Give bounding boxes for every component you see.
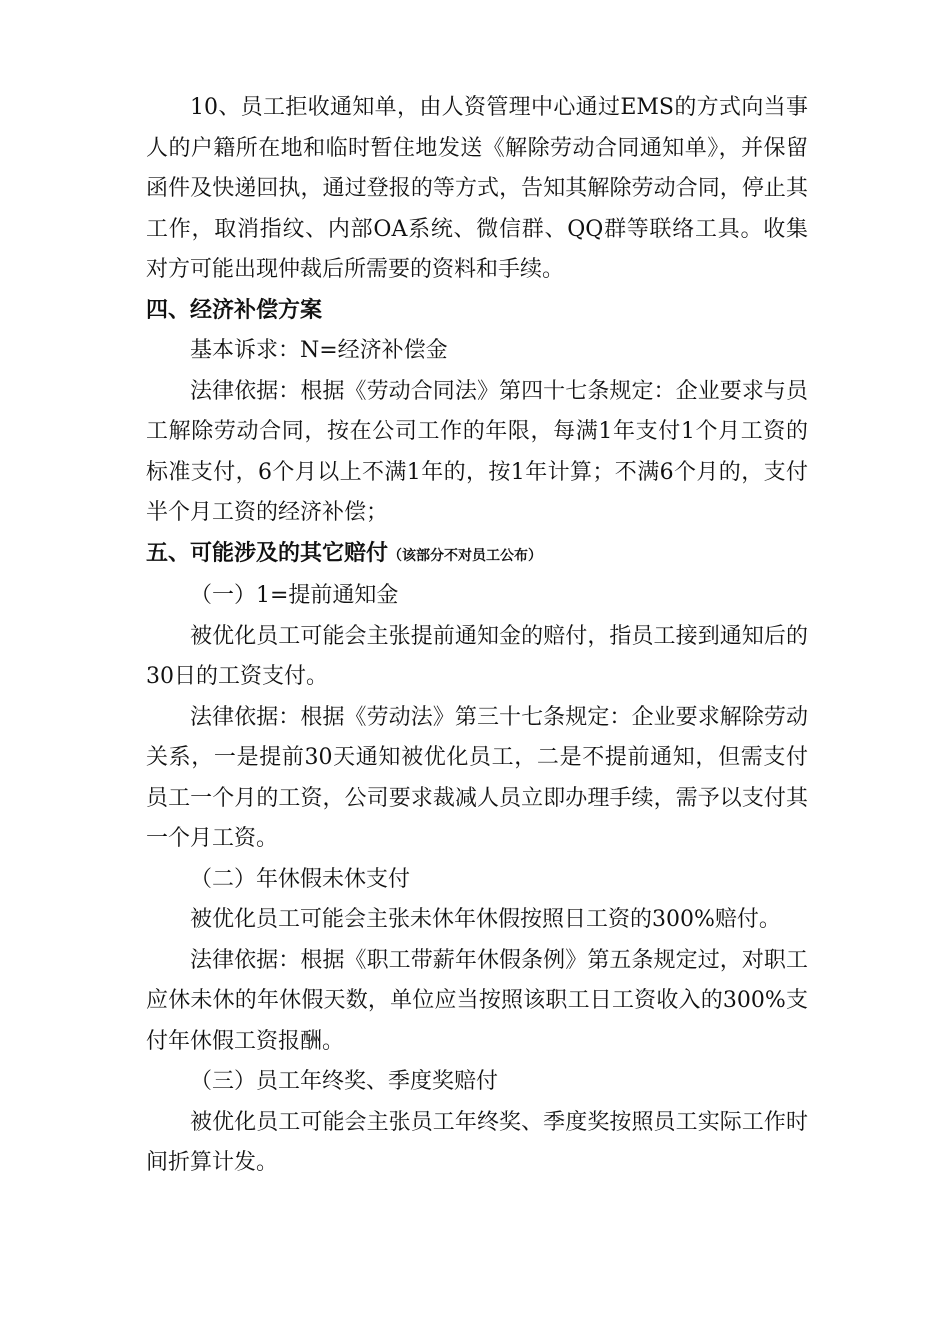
paragraph-annual-leave-claim: 被优化员工可能会主张未休年休假按照日工资的300%赔付。 [190,907,781,932]
paragraph-basic-claim: 基本诉求：N=经济补偿金 [190,338,448,363]
subheading-advance-notice-pay: （一）1=提前通知金 [190,583,399,608]
paragraph-legal-basis-leave: 法律依据：根据《职工带薪年休假条例》第五条规定过，对职工应休未休的年休假天数，单位应当按照该职工日工资收入的300%支付年休假工资报酬。 [146,947,808,1054]
paragraph-advance-notice-claim: 被优化员工可能会主张提前通知金的赔付，指员工接到通知后的30日的工资支付。 [146,623,808,689]
paragraph-legal-basis-47: 法律依据：根据《劳动合同法》第四十七条规定：企业要求与员工解除劳动合同，按在公司工作的年限，每满1年支付1个月工资的标准支付，6个月以上不满1年的，按1年计算；不满6个月的，支付半个月工资的经济补偿； [146,378,808,525]
document-body [146,88,808,1184]
section-heading-note: （该部分不对员工公布） [388,547,543,564]
paragraph-refusal-notice: 10、员工拒收通知单，由人资管理中心通过EMS的方式向当事人的户籍所在地和临时暂住地发送《解除劳动合同通知单》，并保留函件及快递回执，通过登报的等方式，告知其解除劳动合同，停止其工作，取消指纹、内部OA系统、微信群、QQ群等联络工具。收集对方可能出现仲裁后所需要的资料和手续。 [146,95,808,282]
paragraph-bonus-claim: 被优化员工可能会主张员工年终奖、季度奖按照员工实际工作时间折算计发。 [146,1109,808,1175]
section-heading-other-payments-title: 五、可能涉及的其它赔付 [146,540,389,566]
paragraph-legal-basis-37: 法律依据：根据《劳动法》第三十七条规定：企业要求解除劳动关系，一是提前30天通知被优化员工，二是不提前通知，但需支付员工一个月的工资，公司要求裁减人员立即办理手续，需予以支付其一个月工资。 [146,704,808,851]
section-heading-other-payments [146,534,808,577]
subheading-annual-leave: （二）年休假未休支付 [190,866,411,892]
subheading-bonus: （三）员工年终奖、季度奖赔付 [190,1069,499,1094]
section-heading-compensation: 四、经济补偿方案 [146,297,323,323]
